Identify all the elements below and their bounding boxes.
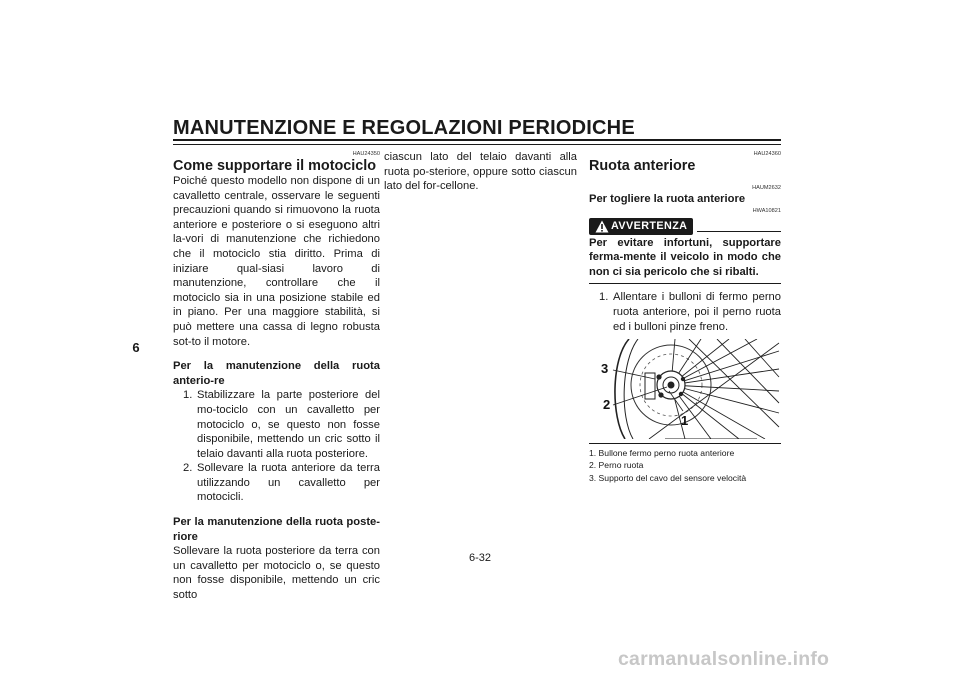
step-number: 1. <box>183 389 193 402</box>
title-rule <box>173 139 781 141</box>
page-number: 6-32 <box>468 552 492 564</box>
caption-1: 1. Bullone fermo perno ruota anteriore <box>589 448 735 459</box>
rear-maintenance-text: Sollevare la ruota posteriore da terra con un cavalletto per motociclo o, se questo non fosse disponibile, mettendo un cric sotto <box>173 545 380 602</box>
warning-icon <box>595 220 609 233</box>
warning-rule <box>697 231 781 232</box>
section-ref-code: HAU24350 <box>352 151 380 157</box>
support-intro-paragraph: Poiché questo modello non dispone di un cavalletto centrale, osservare le seguenti precauzioni quando si rimuovono la ruota anteriore e posteriore o si eseguono altri la-vori di manutenzione che richiedono che il motociclo stia diritto. Prima di iniziare qual-siasi lavoro di manutenzione, controllare che il motociclo sia in una posizione stabile ed in piano. Per una maggiore stabilità, si può mettere una cassa di legno robusta sot-to il motore. <box>173 175 380 348</box>
front-maintenance-heading: Per la manutenzione della ruota anterio-re <box>173 360 380 387</box>
step-text: Allentare i bulloni di fermo perno ruota anteriore, poi il perno ruota ed i bulloni pinze freno. <box>613 291 781 333</box>
front-wheel-illustration <box>589 339 781 439</box>
callout-3: 3 <box>601 361 609 377</box>
step-text: Sollevare la ruota anteriore da terra utilizzando un cavalletto per motocicli. <box>197 462 380 504</box>
subsection-ref-code: HAUM2632 <box>752 185 781 191</box>
front-wheel-figure <box>589 339 781 439</box>
callout-2: 2 <box>603 397 611 413</box>
step-number: 2. <box>183 462 193 475</box>
step-number: 1. <box>599 291 609 304</box>
warning-badge <box>589 218 693 235</box>
front-steps-list <box>173 388 380 505</box>
figure-rule <box>589 443 781 444</box>
caption-3: 3. Supporto del cavo del sensore velocità <box>589 472 747 483</box>
figure-captions <box>589 447 781 484</box>
chapter-tab: 6 <box>132 340 140 355</box>
section-heading-support: Come supportare il motociclo <box>173 158 377 174</box>
title-rule-thin <box>173 144 781 145</box>
warning-ref-code: HWA10821 <box>752 207 781 214</box>
warning-label: AVVERTENZA <box>611 219 688 232</box>
list-item <box>589 290 781 334</box>
caption-2: 2. Perno ruota <box>589 460 644 471</box>
section-heading-front-wheel: Ruota anteriore <box>589 158 696 174</box>
warning-end-rule <box>589 283 781 284</box>
list-item <box>173 388 380 461</box>
warning-header <box>589 218 781 236</box>
right-column <box>589 150 781 484</box>
callout-1: 1 <box>681 413 689 429</box>
rear-maintenance-heading: Per la manutenzione della ruota poste-riore <box>173 516 380 543</box>
watermark: carmanualsonline.info <box>618 648 830 670</box>
list-item <box>173 461 380 505</box>
removal-steps-list <box>589 290 781 334</box>
rear-maintenance-text-continued: ciascun lato del telaio davanti alla ruota po-steriore, oppure sotto ciascun lato del for-cellone. <box>384 151 577 193</box>
middle-column <box>384 150 577 194</box>
page-title: MANUTENZIONE E REGOLAZIONI PERIODICHE <box>173 117 635 139</box>
left-column <box>173 150 380 603</box>
remove-front-wheel-heading: Per togliere la ruota anteriore <box>589 193 746 205</box>
section-ref-code: HAU24360 <box>753 151 781 157</box>
warning-text: Per evitare infortuni, supportare ferma-mente il veicolo in modo che non ci sia pericolo che si ribalti. <box>589 236 781 278</box>
step-text: Stabilizzare la parte posteriore del mo-tociclo con un cavalletto per motociclo o, se questo non fosse disponibile, mettendo un cric sotto il telaio davanti alla ruota posteriore. <box>197 389 380 460</box>
